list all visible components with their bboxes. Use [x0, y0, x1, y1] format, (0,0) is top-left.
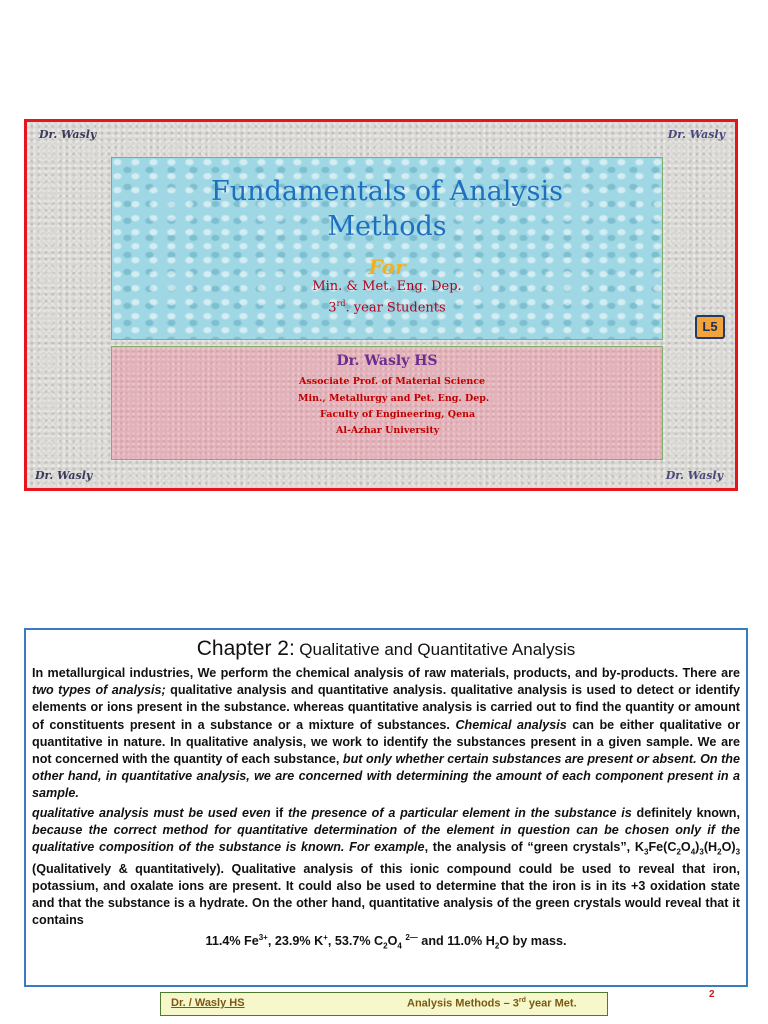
text-run-italic: the presence of a particular element in the substance is [287, 805, 632, 820]
page-number: 2 [709, 989, 715, 1000]
text-run: definitely known, [631, 805, 740, 820]
year-students [112, 295, 662, 316]
text-run: qualitative analysis and quantitative analysis. qualitative analysis is used to detect or identify elements or ions present in the substance. whereas quantitative analysis is carried out to find the quantity or amount of constituents present in a substance or a mixture of substances. [32, 683, 740, 732]
footer-author: Dr. / Wasly HS [171, 997, 245, 1009]
composition-equation: 11.4% $Fe^{3+}$, 23.9% K+, 53.7% $C_2O_4$ $^{2—}$ and 11.0% $H_2O$ by mass. [205, 932, 567, 951]
author-name: Dr. Wasly HS [336, 353, 438, 369]
slide-title [112, 174, 662, 244]
watermark-top-right: Dr. Wasly [667, 128, 725, 141]
chapter-label: Chapter 2: [196, 637, 295, 660]
lecture-badge: L5 [695, 315, 725, 339]
footer-course-text: Analysis Methods – 3 [407, 997, 519, 1010]
affiliation-line: Associate Prof. of Material Science [299, 376, 486, 387]
chapter-heading [26, 637, 746, 661]
title-slide [24, 119, 738, 491]
chapter-slide [24, 628, 748, 987]
department: Min. & Met. Eng. Dep. [312, 279, 462, 294]
text-run: can be either qualitative or quantitative in nature. In qualitative analysis, we work to identify the substances present in a given sample. We are not concerned with the quantity of each substance, [32, 717, 740, 767]
watermark-bottom-left: Dr. Wasly [35, 469, 93, 482]
slide-title-line1: Fundamentals of Analysis [211, 176, 563, 207]
text-run: if [270, 805, 288, 820]
affiliation-line: Faculty of Engineering, Qena [320, 409, 476, 420]
footer-course-rest: year Met. [525, 997, 577, 1010]
text-run-italic: but only whether certain substances are present or absent. On the other hand, in quantitative analysis, we are concerned with determining the amount of each component present in a sample. [32, 752, 741, 801]
text-run: In metallurgical industries, We perform the chemical analysis of raw materials, products, and by-products. There are [32, 666, 740, 680]
watermark-top-left: Dr. Wasly [39, 128, 97, 141]
slide-title-line2: Methods [327, 211, 447, 242]
text-run-italic: qualitative analysis must be used even [32, 805, 271, 820]
footer-course [407, 997, 577, 1010]
title-panel [111, 157, 663, 340]
text-run: (Qualitatively & quantitatively). Qualitative analysis of this ionic compound could be used to reveal that iron, potassium, and oxalate ions are present. It could also be used to determine that the iron is in its +3 oxidation state and that the substance is a hydrate. On the other hand, quantitative analysis of the green crystals would reveal that it contains [32, 861, 740, 928]
year-rest: . year Students [345, 300, 446, 316]
text-run-italic: Chemical analysis [455, 717, 567, 732]
author-panel [111, 346, 663, 460]
slide-footer [160, 992, 608, 1016]
chemical-formula: $K_3Fe(C_2O_4)_3(H_2O)_3$ [634, 840, 741, 857]
affiliation-line: Al-Azhar University [336, 425, 440, 436]
year-number: 3 [328, 300, 337, 316]
paragraph-1 [32, 665, 740, 803]
affiliation-line: Min., Metallurgy and Pet. Eng. Dep. [298, 393, 490, 404]
text-run-italic: two types of analysis; [32, 683, 166, 698]
footer-ordinal: rd [518, 997, 526, 1004]
watermark-bottom-right: Dr. Wasly [665, 469, 723, 482]
text-run-italic: because the correct method for quantitative determination of the element in question can be chosen only if the qualitative composition of the substance is known. For example [32, 822, 740, 855]
text-run: , the analysis of “green crystals”, [424, 840, 635, 855]
chapter-title: Qualitative and Quantitative Analysis [299, 640, 576, 659]
paragraph-2 [32, 805, 740, 930]
year-ordinal: rd [336, 299, 346, 308]
for-label: For [368, 255, 406, 279]
